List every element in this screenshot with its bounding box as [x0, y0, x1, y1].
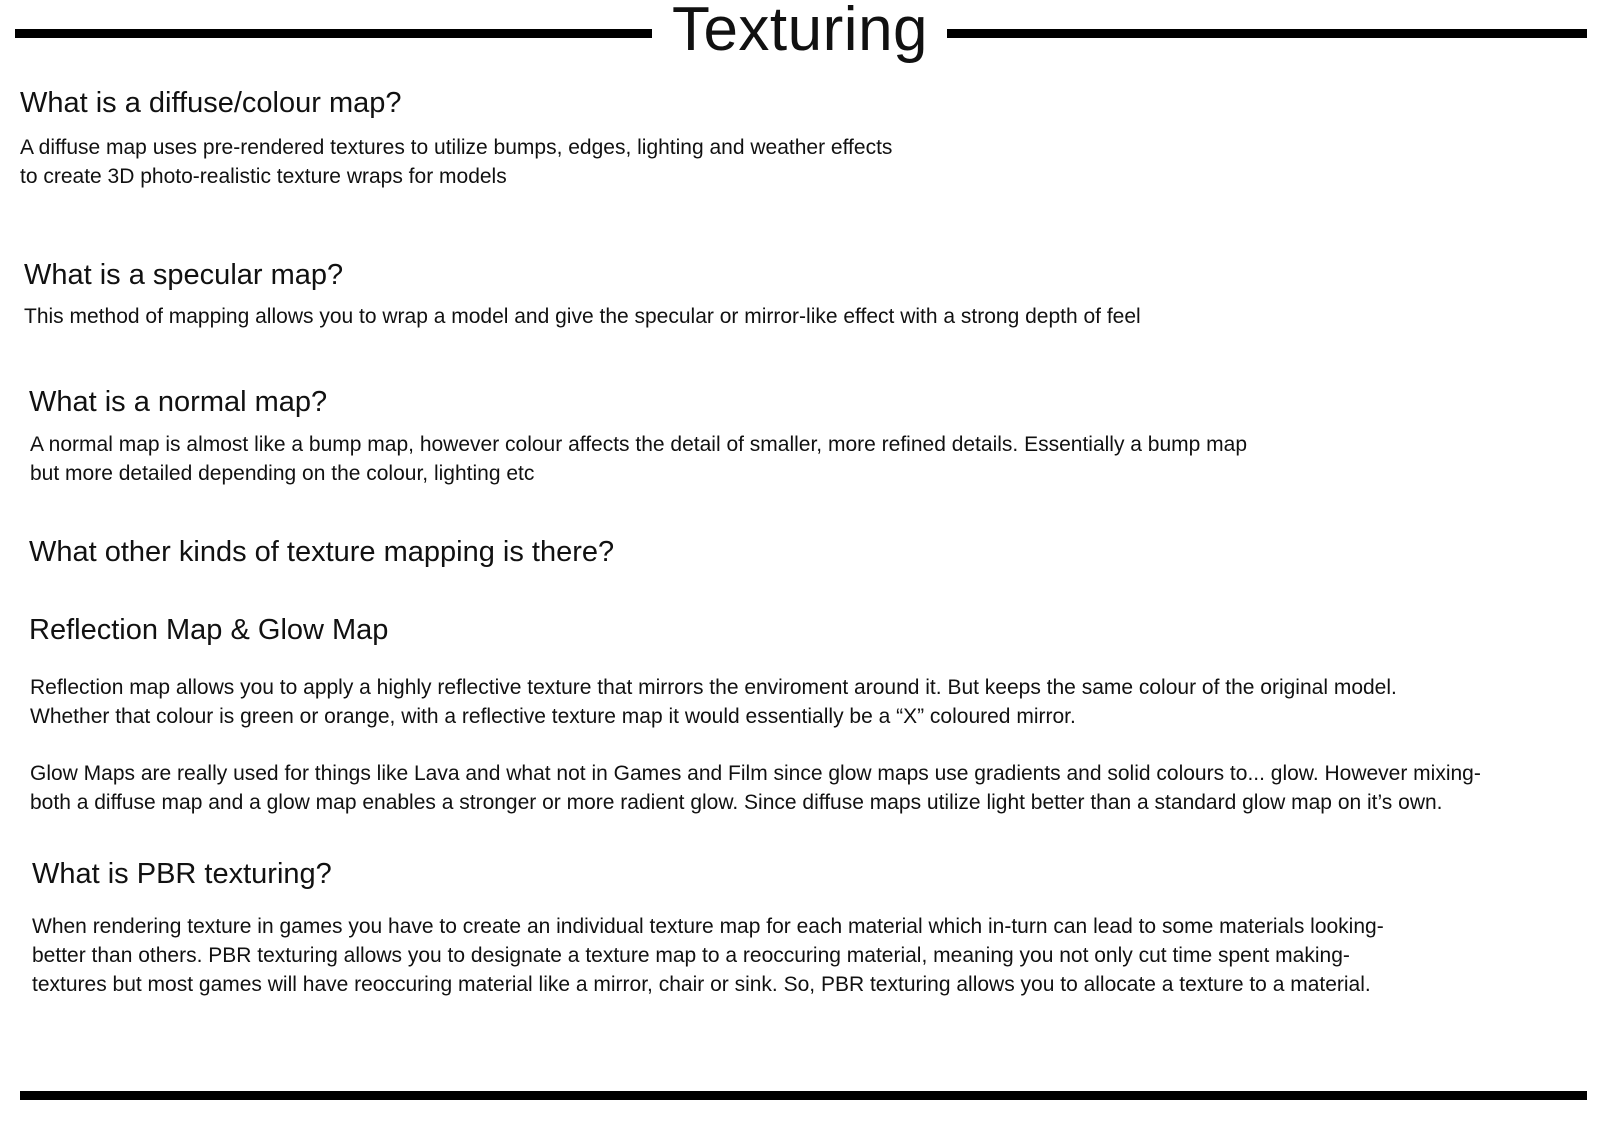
- heading-pbr-texturing: What is PBR texturing?: [32, 858, 332, 890]
- text-line: A normal map is almost like a bump map, however colour affects the detail of smaller, more refined details. Essentially a bump map: [30, 433, 1248, 456]
- page-title: Texturing: [671, 0, 929, 64]
- text-line: both a diffuse map and a glow map enables a stronger or more radient glow. Since diffuse maps utilize light better than a standard glow map on it’s own.: [30, 791, 1443, 814]
- text-line: Glow Maps are really used for things like Lava and what not in Games and Film since glow maps use gradients and solid colours to... glow. However mixing-: [30, 762, 1481, 785]
- text-line: Whether that colour is green or orange, with a reflective texture map it would essentially be a “X” coloured mirror.: [30, 705, 1076, 728]
- title-rule-right: [947, 29, 1587, 38]
- heading-normal-map: What is a normal map?: [29, 386, 328, 418]
- text-line: textures but most games will have reoccuring material like a mirror, chair or sink. So, PBR texturing allows you to allocate a texture to a material.: [32, 973, 1371, 996]
- text-line: This method of mapping allows you to wrap a model and give the specular or mirror-like effect with a strong depth of feel: [24, 305, 1141, 328]
- footer-rule: [20, 1091, 1587, 1100]
- text-line: When rendering texture in games you have to create an individual texture map for each material which in-turn can lead to some materials looking-: [32, 915, 1384, 938]
- text-line: Reflection map allows you to apply a highly reflective texture that mirrors the enviroment around it. But keeps the same colour of the original model.: [30, 676, 1397, 699]
- heading-specular-map: What is a specular map?: [24, 259, 344, 291]
- pbr-texturing-text: [32, 912, 1384, 999]
- specular-map-text: [24, 302, 1141, 331]
- diffuse-map-text: [20, 133, 892, 191]
- glow-map-text: [30, 759, 1481, 817]
- normal-map-text: [30, 430, 1247, 488]
- heading-other-mapping: What other kinds of texture mapping is there?: [29, 536, 615, 568]
- text-line: but more detailed depending on the colour, lighting etc: [30, 462, 535, 485]
- text-line: to create 3D photo-realistic texture wraps for models: [20, 165, 507, 188]
- text-line: better than others. PBR texturing allows you to designate a texture map to a reoccuring material, meaning you not only cut time spent making-: [32, 944, 1350, 967]
- title-rule-left: [15, 29, 652, 38]
- reflection-map-text: [30, 673, 1397, 731]
- heading-diffuse-map: What is a diffuse/colour map?: [20, 87, 402, 119]
- text-line: A diffuse map uses pre-rendered textures to utilize bumps, edges, lighting and weather effects: [20, 136, 893, 159]
- heading-reflection-glow-map: Reflection Map & Glow Map: [29, 614, 389, 646]
